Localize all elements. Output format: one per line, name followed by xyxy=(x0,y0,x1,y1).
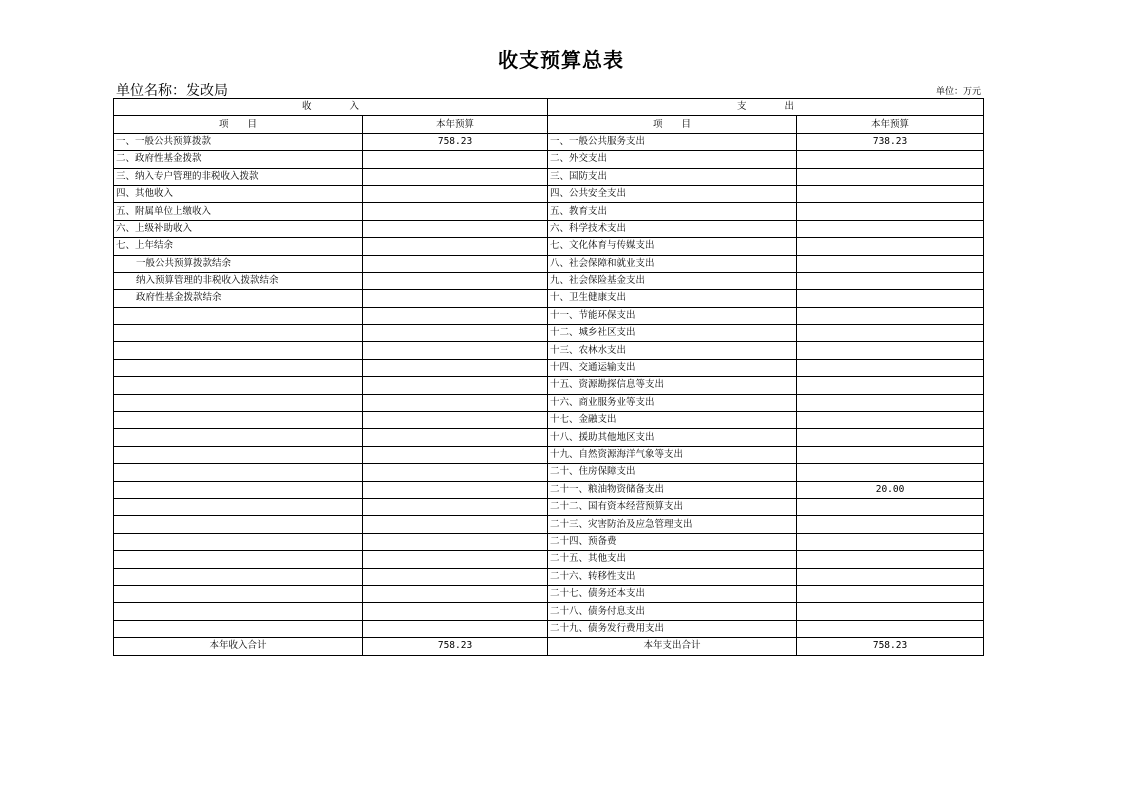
income-amount-cell xyxy=(363,533,548,550)
expense-item-cell: 十六、商业服务业等支出 xyxy=(548,394,797,411)
income-amount-cell xyxy=(363,185,548,202)
expense-section-header: 支 出 xyxy=(548,99,984,116)
table-row xyxy=(114,568,984,585)
income-item-cell xyxy=(114,464,363,481)
table-row xyxy=(114,359,984,376)
expense-amount-cell xyxy=(797,272,984,289)
table-row xyxy=(114,272,984,289)
income-item-cell xyxy=(114,498,363,515)
income-amount-cell xyxy=(363,585,548,602)
income-amount-cell xyxy=(363,446,548,463)
income-item-cell xyxy=(114,585,363,602)
column-header-row xyxy=(114,116,984,133)
expense-amount-cell xyxy=(797,412,984,429)
income-amount-cell xyxy=(363,220,548,237)
table-row xyxy=(114,603,984,620)
income-amount-cell xyxy=(363,359,548,376)
income-amount-cell xyxy=(363,238,548,255)
expense-amount-cell xyxy=(797,603,984,620)
expense-amount-cell xyxy=(797,464,984,481)
expense-amount-cell xyxy=(797,203,984,220)
expense-total-amount: 758.23 xyxy=(797,638,984,655)
income-total-label: 本年收入合计 xyxy=(114,638,363,655)
expense-amount-cell xyxy=(797,446,984,463)
expense-item-cell: 二十、住房保障支出 xyxy=(548,464,797,481)
expense-amount-cell xyxy=(797,220,984,237)
expense-amount-cell xyxy=(797,359,984,376)
income-amount-cell xyxy=(363,342,548,359)
expense-item-cell: 四、公共安全支出 xyxy=(548,185,797,202)
expense-item-cell: 二十七、债务还本支出 xyxy=(548,585,797,602)
table-row xyxy=(114,342,984,359)
table-row xyxy=(114,255,984,272)
expense-item-cell: 十八、援助其他地区支出 xyxy=(548,429,797,446)
income-amount-cell: 758.23 xyxy=(363,133,548,150)
table-row xyxy=(114,394,984,411)
expense-item-cell: 三、国防支出 xyxy=(548,168,797,185)
income-amount-cell xyxy=(363,325,548,342)
income-amount-cell xyxy=(363,568,548,585)
income-item-cell xyxy=(114,533,363,550)
table-row xyxy=(114,185,984,202)
expense-item-cell: 二十六、转移性支出 xyxy=(548,568,797,585)
income-item-cell xyxy=(114,481,363,498)
income-item-cell xyxy=(114,429,363,446)
expense-item-cell: 二十一、粮油物资储备支出 xyxy=(548,481,797,498)
expense-amount-cell xyxy=(797,585,984,602)
expense-item-header: 项 目 xyxy=(548,116,797,133)
income-amount-cell xyxy=(363,464,548,481)
expense-amount-cell xyxy=(797,290,984,307)
income-amount-cell xyxy=(363,394,548,411)
expense-item-cell: 七、文化体育与传媒支出 xyxy=(548,238,797,255)
income-item-cell: 六、上级补助收入 xyxy=(114,220,363,237)
income-amount-cell xyxy=(363,498,548,515)
expense-item-cell: 二十八、债务付息支出 xyxy=(548,603,797,620)
income-item-cell xyxy=(114,394,363,411)
expense-item-cell: 二十九、债务发行费用支出 xyxy=(548,620,797,637)
income-amount-cell xyxy=(363,551,548,568)
income-item-cell xyxy=(114,551,363,568)
table-row xyxy=(114,498,984,515)
expense-item-cell: 十四、交通运输支出 xyxy=(548,359,797,376)
income-item-cell xyxy=(114,516,363,533)
table-row xyxy=(114,307,984,324)
income-item-cell: 一、一般公共预算拨款 xyxy=(114,133,363,150)
expense-item-cell: 二十二、国有资本经营预算支出 xyxy=(548,498,797,515)
expense-item-cell: 二十五、其他支出 xyxy=(548,551,797,568)
expense-item-cell: 二十四、预备费 xyxy=(548,533,797,550)
income-total-amount: 758.23 xyxy=(363,638,548,655)
page-title: 收支预算总表 xyxy=(498,48,624,72)
expense-amount-cell xyxy=(797,168,984,185)
expense-amount-cell xyxy=(797,307,984,324)
expense-item-cell: 五、教育支出 xyxy=(548,203,797,220)
expense-total-label: 本年支出合计 xyxy=(548,638,797,655)
income-item-cell: 七、上年结余 xyxy=(114,238,363,255)
unit-name: 单位名称：发改局 xyxy=(116,83,228,99)
income-item-cell: 纳入预算管理的非税收入拨款结余 xyxy=(114,272,363,289)
table-row xyxy=(114,151,984,168)
income-section-header: 收 入 xyxy=(114,99,548,116)
income-item-header: 项 目 xyxy=(114,116,363,133)
expense-item-cell: 十七、金融支出 xyxy=(548,412,797,429)
expense-amount-cell xyxy=(797,620,984,637)
unit-label: 单位：万元 xyxy=(935,87,981,97)
income-item-cell xyxy=(114,325,363,342)
table-row xyxy=(114,516,984,533)
expense-amount-cell xyxy=(797,533,984,550)
income-item-cell xyxy=(114,412,363,429)
expense-amount-cell xyxy=(797,498,984,515)
table-row xyxy=(114,533,984,550)
table-row xyxy=(114,203,984,220)
expense-item-cell: 十一、节能环保支出 xyxy=(548,307,797,324)
expense-item-cell: 二、外交支出 xyxy=(548,151,797,168)
income-amount-cell xyxy=(363,377,548,394)
income-amount-cell xyxy=(363,307,548,324)
income-amount-cell xyxy=(363,620,548,637)
table-row xyxy=(114,429,984,446)
expense-amount-cell xyxy=(797,568,984,585)
income-item-cell: 五、附属单位上缴收入 xyxy=(114,203,363,220)
expense-item-cell: 十九、自然资源海洋气象等支出 xyxy=(548,446,797,463)
income-budget-header: 本年预算 xyxy=(363,116,548,133)
table-row xyxy=(114,464,984,481)
expense-amount-cell xyxy=(797,185,984,202)
expense-item-cell: 八、社会保障和就业支出 xyxy=(548,255,797,272)
income-amount-cell xyxy=(363,603,548,620)
table-row xyxy=(114,290,984,307)
income-item-cell xyxy=(114,307,363,324)
table-row xyxy=(114,220,984,237)
income-item-cell: 四、其他收入 xyxy=(114,185,363,202)
expense-amount-cell xyxy=(797,325,984,342)
expense-item-cell: 十、卫生健康支出 xyxy=(548,290,797,307)
table-row xyxy=(114,551,984,568)
table-row xyxy=(114,412,984,429)
income-item-cell: 三、纳入专户管理的非税收入拨款 xyxy=(114,168,363,185)
income-amount-cell xyxy=(363,412,548,429)
expense-amount-cell xyxy=(797,394,984,411)
expense-amount-cell xyxy=(797,377,984,394)
income-amount-cell xyxy=(363,151,548,168)
expense-amount-cell xyxy=(797,429,984,446)
income-amount-cell xyxy=(363,272,548,289)
income-item-cell: 一般公共预算拨款结余 xyxy=(114,255,363,272)
expense-item-cell: 一、一般公共服务支出 xyxy=(548,133,797,150)
income-item-cell xyxy=(114,359,363,376)
expense-item-cell: 十三、农林水支出 xyxy=(548,342,797,359)
income-item-cell xyxy=(114,603,363,620)
table-body xyxy=(114,133,984,637)
table-row xyxy=(114,238,984,255)
expense-amount-cell: 738.23 xyxy=(797,133,984,150)
income-amount-cell xyxy=(363,290,548,307)
expense-amount-cell xyxy=(797,342,984,359)
income-item-cell xyxy=(114,620,363,637)
income-item-cell xyxy=(114,377,363,394)
income-amount-cell xyxy=(363,429,548,446)
income-amount-cell xyxy=(363,203,548,220)
table-row xyxy=(114,377,984,394)
expense-item-cell: 十二、城乡社区支出 xyxy=(548,325,797,342)
expense-amount-cell xyxy=(797,151,984,168)
table-row xyxy=(114,325,984,342)
income-amount-cell xyxy=(363,481,548,498)
table-row xyxy=(114,446,984,463)
expense-amount-cell xyxy=(797,238,984,255)
expense-budget-header: 本年预算 xyxy=(797,116,984,133)
income-amount-cell xyxy=(363,255,548,272)
table-row xyxy=(114,481,984,498)
income-amount-cell xyxy=(363,168,548,185)
income-amount-cell xyxy=(363,516,548,533)
expense-item-cell: 六、科学技术支出 xyxy=(548,220,797,237)
section-header-row xyxy=(114,99,984,116)
income-item-cell xyxy=(114,568,363,585)
expense-item-cell: 十五、资源勘探信息等支出 xyxy=(548,377,797,394)
table-row xyxy=(114,620,984,637)
expense-amount-cell xyxy=(797,516,984,533)
expense-item-cell: 二十三、灾害防治及应急管理支出 xyxy=(548,516,797,533)
income-item-cell: 二、政府性基金拨款 xyxy=(114,151,363,168)
income-item-cell xyxy=(114,446,363,463)
table-row xyxy=(114,133,984,150)
expense-item-cell: 九、社会保险基金支出 xyxy=(548,272,797,289)
totals-row xyxy=(114,638,984,655)
table-row xyxy=(114,168,984,185)
expense-amount-cell xyxy=(797,551,984,568)
expense-amount-cell xyxy=(797,255,984,272)
budget-summary-table xyxy=(113,98,984,656)
expense-amount-cell: 20.00 xyxy=(797,481,984,498)
income-item-cell: 政府性基金拨款结余 xyxy=(114,290,363,307)
income-item-cell xyxy=(114,342,363,359)
table-row xyxy=(114,585,984,602)
